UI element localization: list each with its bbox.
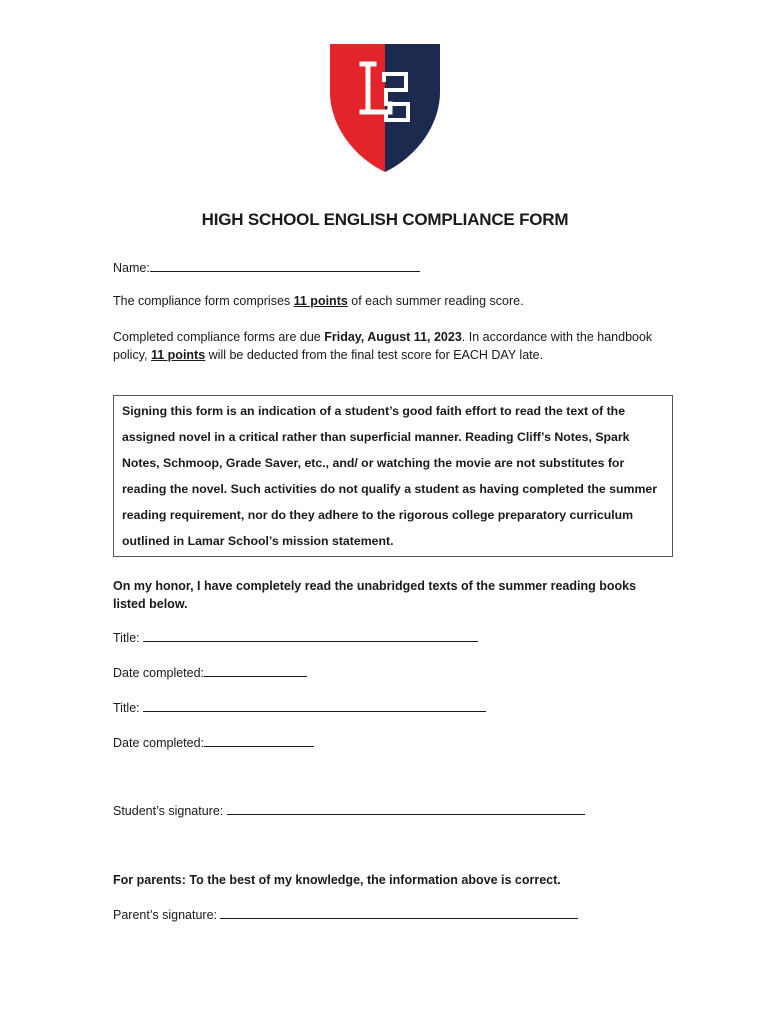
honor-statement: On my honor, I have completely read the unabridged texts of the summer reading books listed below. [113, 579, 637, 611]
due-date: Friday, August 11, 2023 [324, 330, 462, 344]
title-field-2[interactable] [113, 700, 486, 715]
date-label-2: Date completed: [113, 736, 205, 750]
title-field-1[interactable] [113, 630, 478, 645]
name-blank[interactable] [150, 260, 420, 272]
school-crest-logo [330, 44, 440, 172]
due-text-mid: . In accordance with the handbook policy, [113, 330, 653, 362]
due-points: 11 points [150, 348, 206, 362]
parent-signature-label: Parent’s signature: [113, 908, 221, 922]
page-title: HIGH SCHOOL ENGLISH COMPLIANCE FORM [201, 210, 569, 229]
title-label-2: Title: [113, 701, 144, 715]
date-field-2[interactable] [113, 735, 314, 750]
title-label-1: Title: [113, 631, 144, 645]
title-blank-1[interactable] [143, 630, 478, 642]
compliance-text-pre: The compliance form comprises [113, 294, 294, 308]
compliance-statement [113, 294, 524, 308]
name-field[interactable] [113, 260, 420, 275]
date-blank-2[interactable] [204, 735, 314, 747]
parents-statement: For parents: To the best of my knowledge, the information above is correct. [113, 873, 561, 887]
due-text-pre: Completed compliance forms are due [113, 330, 325, 344]
notice-text: Signing this form is an indication of a student’s good faith effort to read the text of the assigned novel in a critical rather than superficial manner. Reading Cliff’s Notes, Spark Notes, Schmoop, Grade Saver, etc., and/ or watching the movie are not substitutes for reading the novel. Such activities do not qualify a student as having completed the summer reading requirement, nor do they adhere to the rigorous college preparatory curriculum outlined in Lamar School’s mission statement. [122, 404, 658, 548]
compliance-points: 11 points [293, 294, 348, 308]
date-label-1: Date completed: [113, 666, 205, 680]
parent-signature-blank[interactable] [220, 907, 578, 919]
student-signature-field[interactable] [113, 803, 585, 818]
date-blank-1[interactable] [204, 665, 307, 677]
student-signature-blank[interactable] [227, 803, 585, 815]
compliance-text-post: of each summer reading score. [347, 294, 524, 308]
title-blank-2[interactable] [143, 700, 486, 712]
name-label: Name: [113, 261, 150, 275]
due-statement [113, 328, 673, 364]
date-field-1[interactable] [113, 665, 307, 680]
parent-signature-field[interactable] [113, 907, 578, 922]
student-signature-label: Student’s signature: [113, 804, 227, 818]
notice-box [113, 395, 673, 557]
due-text-post: will be deducted from the final test score for EACH DAY late. [205, 348, 544, 362]
